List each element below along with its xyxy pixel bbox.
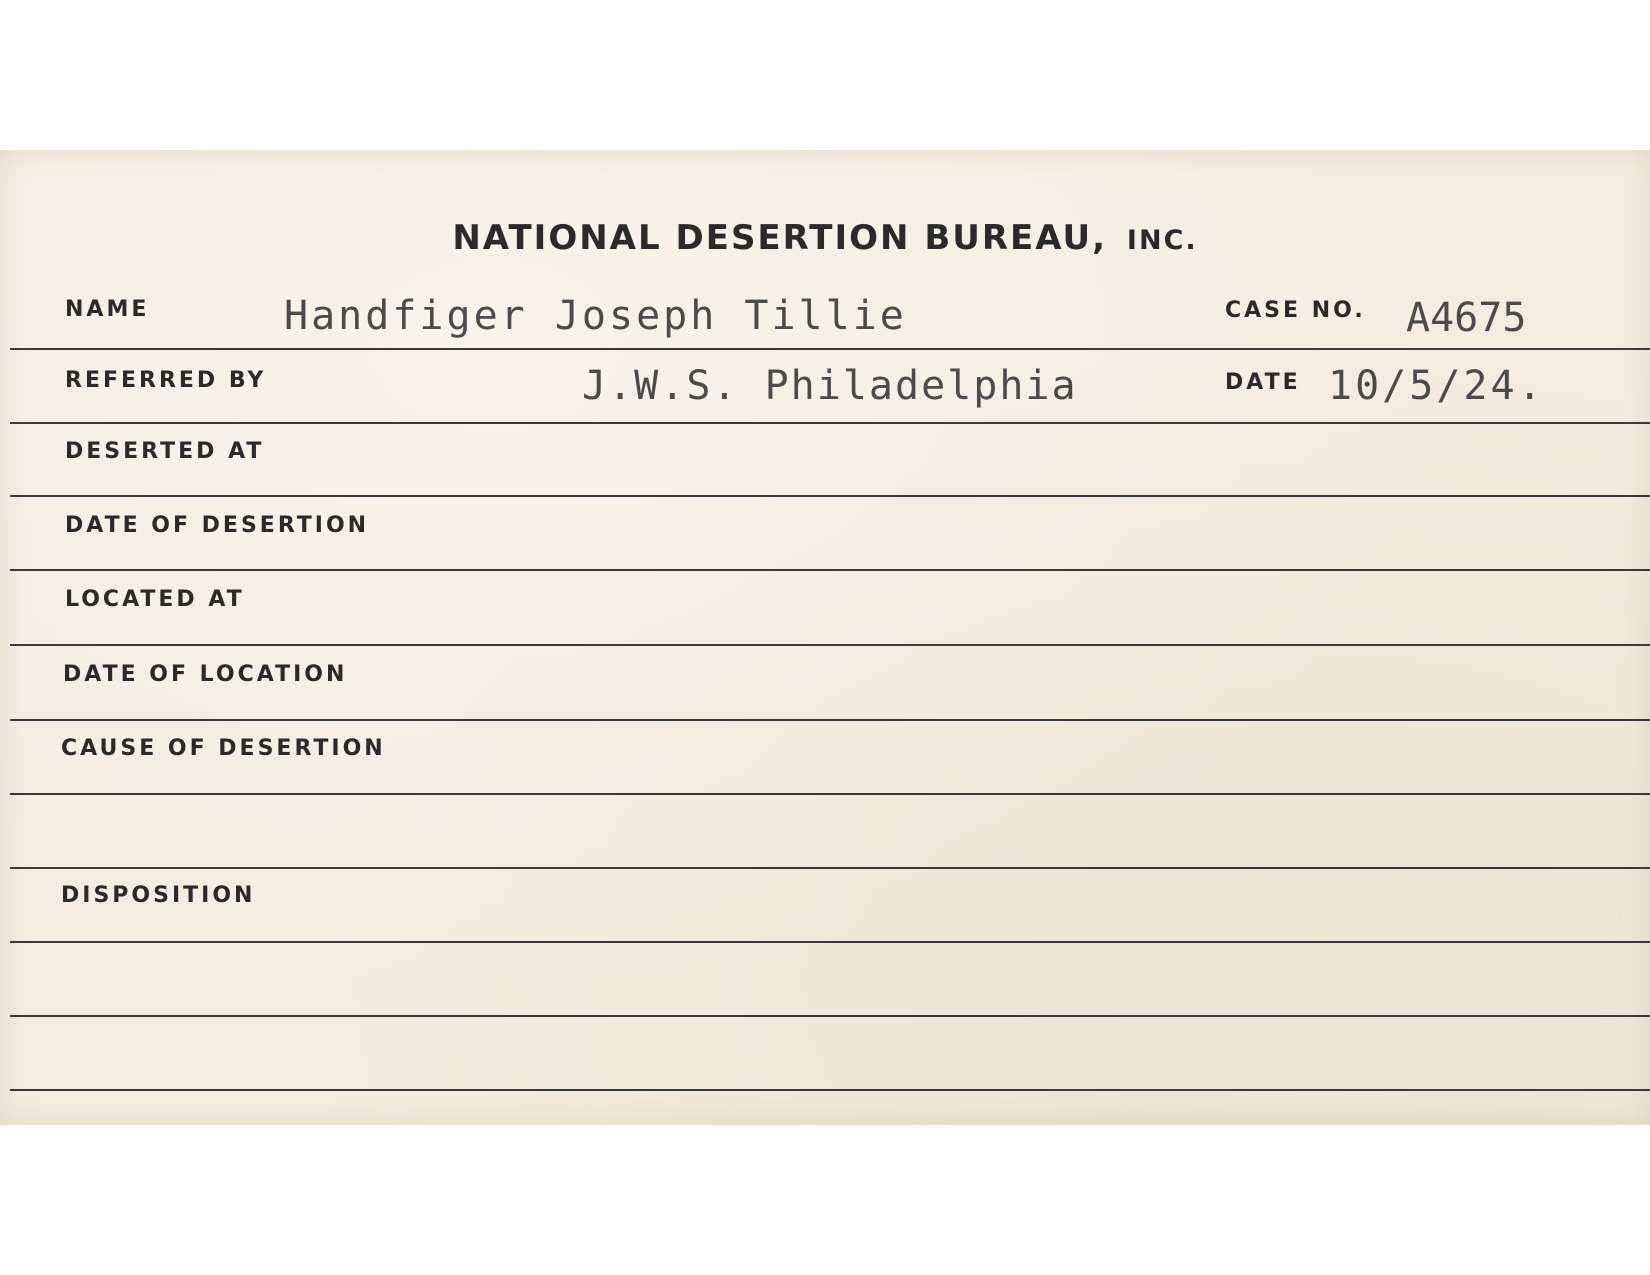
name-value: Handfiger Joseph Tillie bbox=[284, 293, 907, 339]
case-no-label: CASE NO. bbox=[1225, 298, 1366, 323]
cause-of-desertion-label: CAUSE OF DESERTION bbox=[61, 736, 386, 761]
referred-by-label: REFERRED BY bbox=[65, 368, 267, 393]
date-of-desertion-line bbox=[10, 569, 1650, 571]
date-of-location-label: DATE OF LOCATION bbox=[63, 662, 348, 687]
deserted-at-line bbox=[10, 495, 1650, 497]
name-line bbox=[10, 348, 1650, 350]
located-at-line bbox=[10, 644, 1650, 646]
disposition-extra-line-2 bbox=[10, 1089, 1650, 1091]
name-label: NAME bbox=[65, 297, 150, 322]
index-card bbox=[0, 150, 1650, 1125]
disposition-extra-line-1 bbox=[10, 1015, 1650, 1017]
card-title-main: NATIONAL DESERTION BUREAU, bbox=[452, 218, 1108, 258]
card-title-suffix: INC. bbox=[1126, 225, 1198, 256]
date-of-desertion-label: DATE OF DESERTION bbox=[65, 513, 370, 538]
disposition-label: DISPOSITION bbox=[61, 883, 256, 908]
cause-of-desertion-line bbox=[10, 793, 1650, 795]
referred-by-value: J.W.S. Philadelphia bbox=[582, 363, 1078, 409]
located-at-label: LOCATED AT bbox=[65, 587, 245, 612]
date-of-location-line bbox=[10, 719, 1650, 721]
date-label: DATE bbox=[1225, 370, 1301, 395]
deserted-at-label: DESERTED AT bbox=[65, 439, 265, 464]
card-title bbox=[0, 218, 1650, 258]
date-value: 10/5/24. bbox=[1328, 363, 1545, 409]
cause-of-desertion-extra-line bbox=[10, 867, 1650, 869]
case-no-value: A4675 bbox=[1406, 295, 1527, 341]
referred-by-line bbox=[10, 422, 1650, 424]
disposition-line bbox=[10, 941, 1650, 943]
